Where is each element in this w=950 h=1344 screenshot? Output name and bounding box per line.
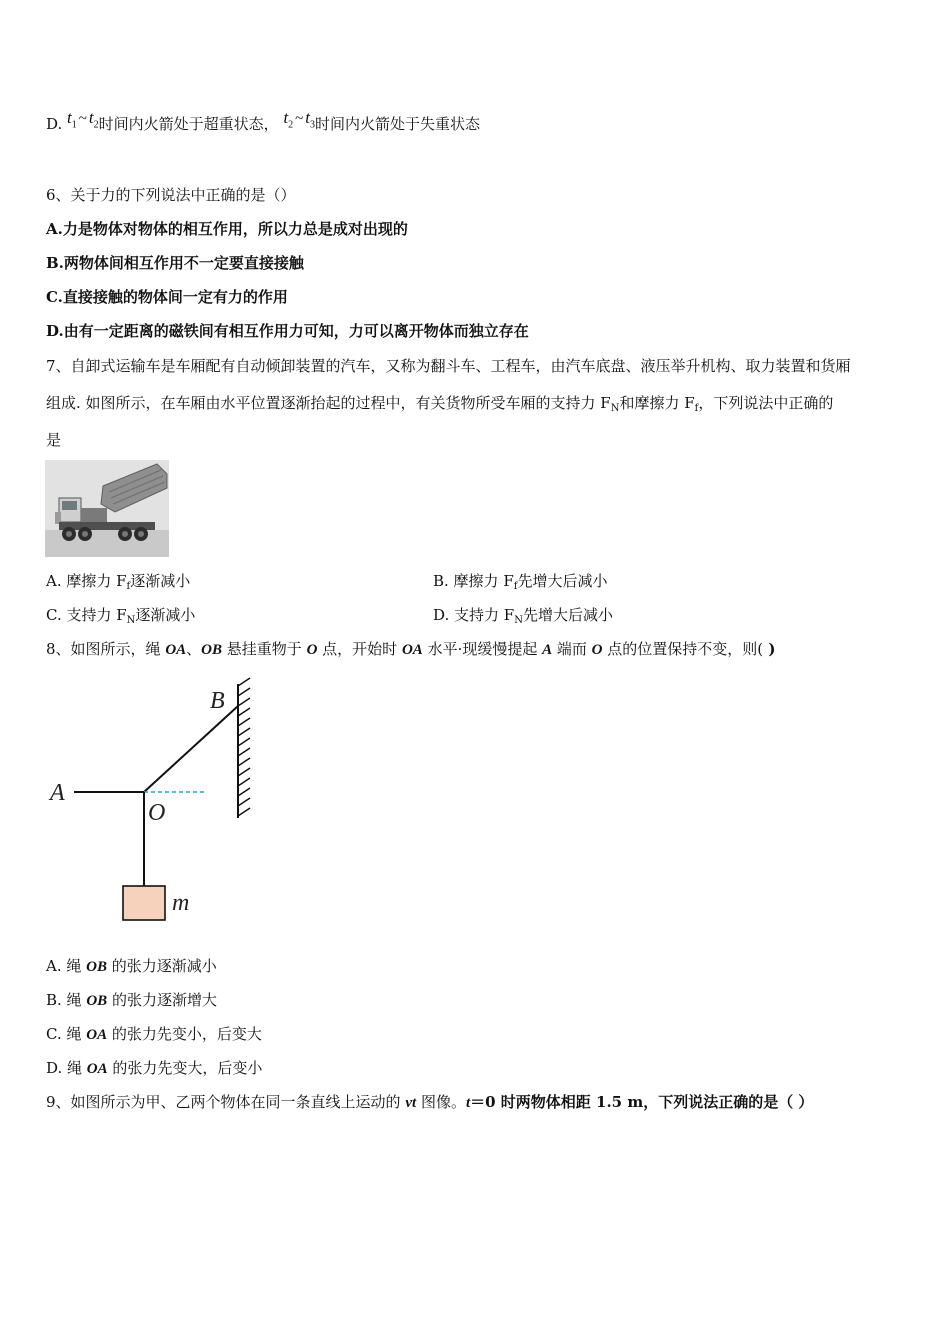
dump-truck-photo [45,460,169,557]
option-var: OA [86,1027,108,1043]
var-o: O [591,642,603,658]
q7-stem-text: 和摩擦力 F [619,394,695,412]
q8-stem-text: 8、如图所示，绳 [46,640,166,658]
q6-option-a: A.力是物体对物体的相互作用，所以力总是成对出现的 [46,220,408,238]
var-oa: OA [165,642,187,658]
q8-stem-text: 水平·现缓慢提起 [422,640,543,658]
var-ob: OB [201,642,223,658]
q6-option-d: D.由有一定距离的磁铁间有相互作用力可知，力可以离开物体而独立存在 [46,322,529,340]
option-text: 先增大后减小 [522,606,613,624]
wall-hatching [238,678,250,816]
option-text: 的张力逐渐增大 [107,991,217,1009]
rope-ob [144,706,238,792]
math-t2: $t_2$ [88,108,99,131]
subscript: N [514,615,523,626]
q6-option-b: B.两物体间相互作用不一定要直接接触 [46,254,304,272]
label-a: A [50,780,65,806]
q7-stem-text: ，下列说法中正确的 [698,394,834,412]
q8-stem-text: 悬挂重物于 [222,640,307,658]
option-text: 的张力先变小，后变大 [107,1025,262,1043]
q9-stem-text: ＝0 时两物体相距 1.5 m，下列说法正确的是（ ） [470,1093,814,1111]
subscript-f: f [694,403,699,414]
mass-block [123,886,165,920]
subscript: N [126,615,136,626]
label-b: B [210,688,225,714]
math-tilde: ~ [295,111,304,127]
option-text: C. 支持力 F [46,606,127,624]
option-text: A. 摩擦力 F [46,572,127,590]
label-m: m [172,890,190,916]
var-v: v [405,1095,412,1111]
option-text: B. 绳 [46,991,87,1009]
option-text: D. 绳 [46,1059,87,1077]
option-text: 的张力先变大，后变小 [107,1059,263,1077]
q7-stem-line3: 是 [46,431,62,449]
q8-option-c [46,1024,262,1045]
q8-option-a [46,956,217,977]
math-t3: $t_3$ [305,108,316,131]
q7-option-c [46,605,195,631]
var-a: A [542,642,553,658]
math-tilde: ~ [78,111,87,127]
q8-stem [46,639,775,660]
q8-stem-text: 点，开始时 [317,640,402,658]
q6-option-c: C.直接接触的物体间一定有力的作用 [46,288,288,306]
subscript-n: N [610,403,620,414]
option-text: 时间内火箭处于超重状态， [98,115,279,133]
option-text: 先增大后减小 [517,572,608,590]
q7-stem-line1: 7、自卸式运输车是车厢配有自动倾卸装置的汽车，又称为翻斗车、工程车，由汽车底盘、液压举升机构、取力装置和货厢 [46,357,851,375]
rope-diagram [40,676,270,940]
var-o: O [306,642,318,658]
var-t: t [412,1095,417,1111]
option-text: 逐渐减小 [135,606,196,624]
option-var: OB [86,993,108,1009]
dump-truck-illustration [45,460,169,557]
q7-option-d [433,605,613,631]
option-text: 逐渐减小 [130,572,191,590]
subscript: f [513,581,518,592]
math-t2b: $t_2$ [283,108,294,131]
q7-stem-line2 [46,393,833,419]
q8-stem-text: 点的位置保持不变，则( [602,640,764,658]
subscript: f [126,581,131,592]
option-text: D. 支持力 F [433,606,515,624]
q9-stem [46,1092,813,1113]
option-text: 的张力逐渐减小 [106,957,217,975]
q8-stem-text: 、 [186,640,202,658]
q8-stem-text: ) [763,640,776,658]
rope-diagram-svg [40,676,270,936]
q7-option-b [433,571,607,597]
var-t: t [465,1095,471,1111]
q9-stem-text: 图像。 [416,1093,466,1111]
q8-option-d [46,1058,262,1079]
option-text: A. 绳 [46,957,87,975]
option-var: OA [86,1061,108,1077]
q7-option-a [46,571,190,597]
var-oa: OA [401,642,423,658]
q5-option-d [46,108,481,141]
q8-option-b [46,990,217,1011]
option-text: 时间内火箭处于失重状态 [315,115,481,133]
option-letter: D. [46,115,63,133]
option-var: OB [86,959,107,975]
q9-stem-text: 9、如图所示为甲、乙两个物体在同一条直线上运动的 [46,1093,406,1111]
option-text: C. 绳 [46,1025,87,1043]
option-text: B. 摩擦力 F [433,572,514,590]
q6-stem: 6、关于力的下列说法中正确的是（） [46,186,296,204]
math-t1: $t_1$ [67,108,77,131]
q8-stem-text: 端而 [552,640,592,658]
q7-stem-text: 组成. 如图所示，在车厢由水平位置逐渐抬起的过程中，有关货物所受车厢的支持力 F [46,394,611,412]
label-o: O [148,800,166,826]
